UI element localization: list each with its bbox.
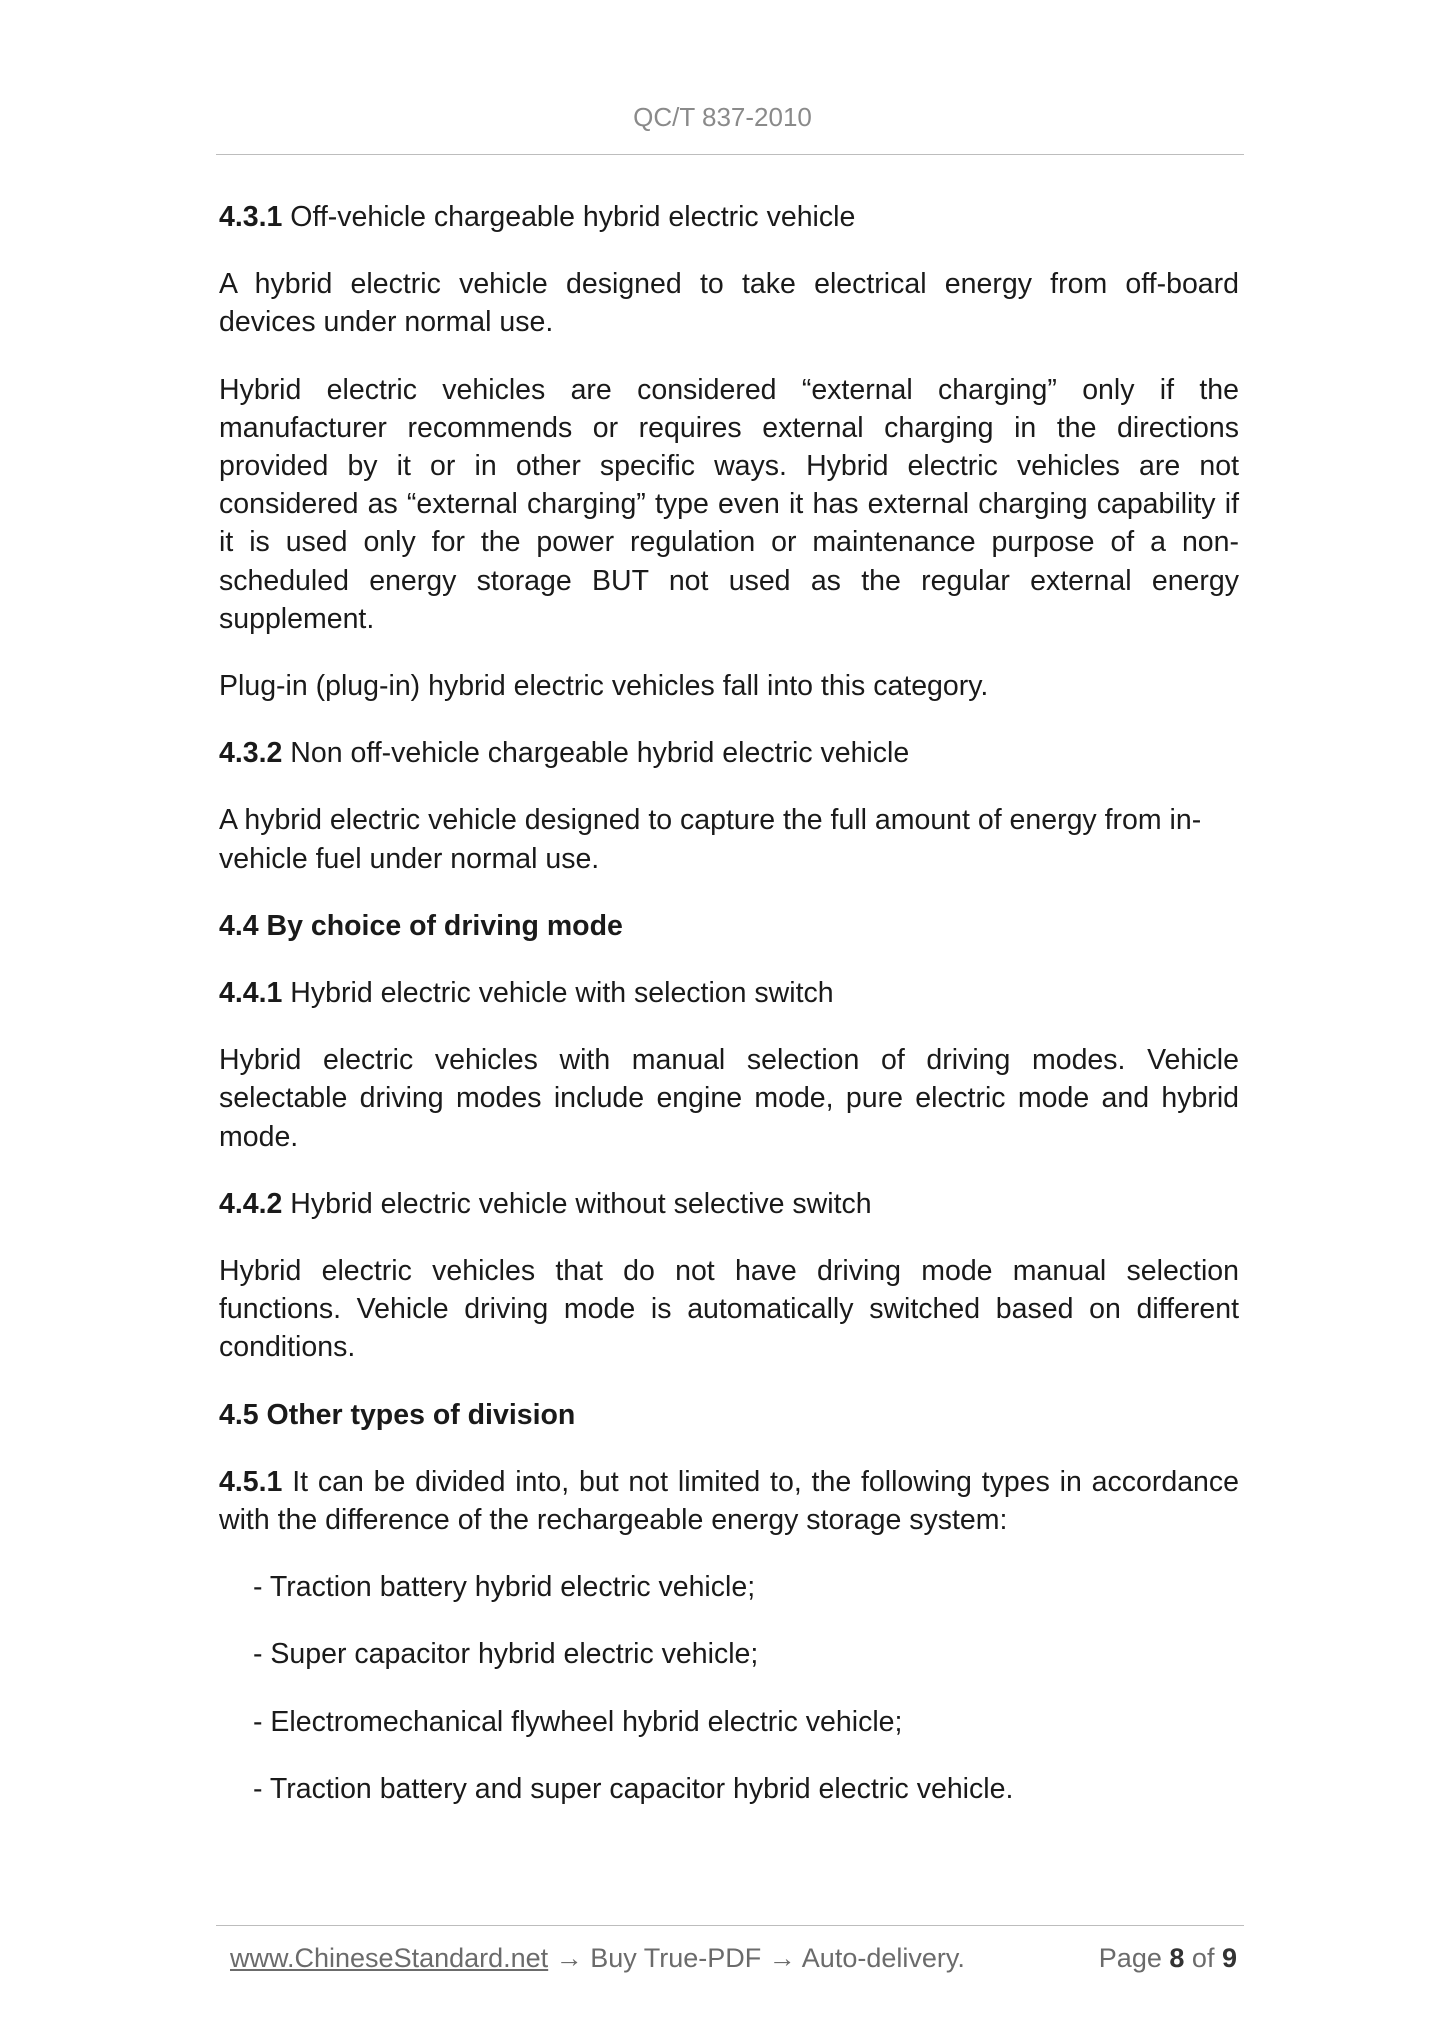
paragraph: A hybrid electric vehicle designed to capture the full amount of energy from in-vehicle fuel under normal use.: [219, 804, 1202, 875]
arrow-right-icon: →: [555, 1943, 583, 1973]
section-4-4-heading: 4.4 By choice of driving mode: [219, 909, 623, 942]
header-divider: [216, 154, 1244, 155]
list-item: - Electromechanical flywheel hybrid electric vehicle;: [253, 1705, 903, 1738]
paragraph: Hybrid electric vehicles with manual selection of driving modes. Vehicle selectable driving modes include engine mode, pure electric mode and hybrid mode.: [219, 1044, 1239, 1153]
page-header: QC/T 837-2010: [633, 102, 812, 132]
page-number: Page 8 of 9: [1098, 1943, 1237, 1973]
section-4-3-1-title: 4.3.1 Off-vehicle chargeable hybrid electric vehicle: [219, 201, 856, 233]
section-number: 4.4.2: [219, 1187, 283, 1220]
list-item: - Traction battery hybrid electric vehicle;: [253, 1571, 756, 1604]
section-number: 4.3.1: [219, 201, 283, 233]
section-4-3-2-title: 4.3.2 Non off-vehicle chargeable hybrid electric vehicle: [219, 737, 910, 770]
list-item: - Traction battery and super capacitor hybrid electric vehicle.: [253, 1772, 1014, 1805]
paragraph: Plug-in (plug-in) hybrid electric vehicles fall into this category.: [219, 670, 989, 703]
footer-divider: [216, 1925, 1244, 1926]
section-4-5-heading: 4.5 Other types of division: [219, 1398, 576, 1431]
total-pages: 9: [1221, 1943, 1237, 1973]
arrow-right-icon: →: [768, 1943, 796, 1973]
paragraph: Hybrid electric vehicles that do not have driving mode manual selection functions. Vehicle driving mode is automatically switched based on different conditions.: [219, 1255, 1239, 1364]
delivery-text: Auto-delivery.: [801, 1943, 965, 1973]
paragraph: Hybrid electric vehicles are considered “external charging” only if the manufacturer recommends or requires external charging in the directions provided by it or in other specific ways. Hybrid electric vehicles are not considered as “external charging” type even it has external charging capability if it is used only for the power regulation or maintenance purpose of a non-scheduled energy storage BUT not used as the regular external energy supplement.: [219, 373, 1239, 635]
current-page: 8: [1169, 1943, 1185, 1973]
paragraph: A hybrid electric vehicle designed to take electrical energy from off-board devices under normal use.: [219, 268, 1239, 339]
footer-promo: [230, 1943, 965, 1974]
document-body: [219, 198, 1239, 1837]
buy-text: Buy True-PDF: [590, 1943, 762, 1973]
list-item: - Super capacitor hybrid electric vehicle;: [253, 1638, 759, 1671]
section-4-4-1-title: 4.4.1 Hybrid electric vehicle with selection switch: [219, 977, 834, 1010]
section-4-4-2-title: 4.4.2 Hybrid electric vehicle without selective switch: [219, 1187, 872, 1220]
section-number: 4.5.1: [219, 1465, 283, 1498]
website-link[interactable]: www.ChineseStandard.net: [230, 1943, 549, 1973]
section-4-5-1-text: 4.5.1 It can be divided into, but not limited to, the following types in accordance with the difference of the rechargeable energy storage system:: [219, 1465, 1239, 1537]
storage-type-list: [219, 1568, 1239, 1808]
section-number: 4.3.2: [219, 737, 283, 770]
section-number: 4.4.1: [219, 977, 283, 1010]
